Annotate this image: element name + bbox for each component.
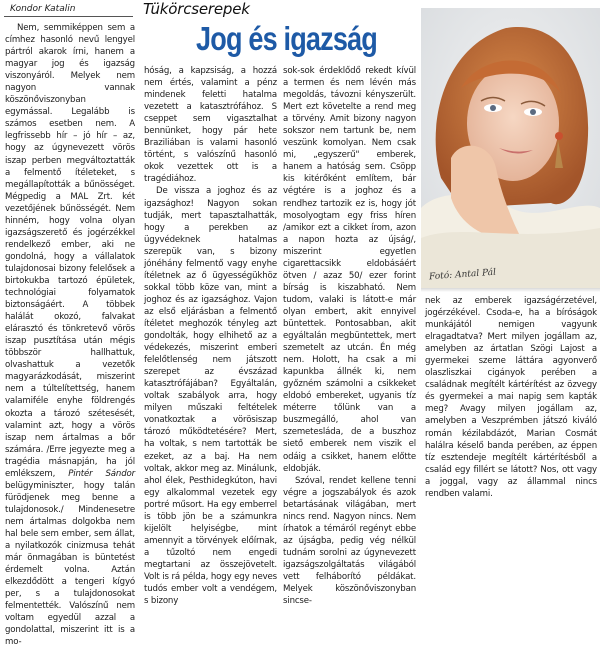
article-column-4 (425, 295, 597, 500)
article-column-1 (5, 22, 135, 648)
portrait-illustration (421, 8, 600, 288)
paragraph: sok-sok érdeklődő rekedt kívül a termen és nem lévén más megoldás, távozni kényszerült. Mert ezt követelte a rend meg a törvény. Amit bizony nagyon sokszor nem tartunk be, nem veszünk komolyan. Nem csak mi, „egyszerű" emberek, hanem a hatóság sem. Csöpp kis kitérőként említem, bár végtére is a joghoz és a rendhez tartozik ez is, hogy jót mosolyogtam egy friss híren /amikor ezt a cikket írom, azon a napon hozta az újság/, miszerint egyetlen cigarettacsikk eldobásáért ötven / azaz 50/ ezer forint bírság is kiszabható. Nem tudom, valaki is látott-e már olyan embert, akit ennyivel büntettek. Pontosabban, akit egyáltalán megbüntettek, mert szemetelt az utcán. Én még nem. Holott, ha csak a mi kapunkba állnék ki, nem győzném számolni a csikkeket eldobó embereket, ugyanis tíz méterre tőlünk van a buszmegálló, ahol van szemetesláda, de a buszhoz siető emberek nem viszik el odáig a csikket, hanem előtte eldobják. (283, 66, 416, 474)
article-column-2 (144, 65, 277, 607)
author-byline: Kondor Katalin (10, 4, 76, 14)
paragraph: Szóval, rendet kellene tenni végre a jogszabályok és azok betartásának világában, mert nincs rend. Nagyon nincs. Nem írhatok a témáról regényt ebbe az újságba, pedig vég nélkül tudnám sorolni az úgynevezett igazságszolgáltatás világából vett felháborító példákat. Melyek köszönőviszonyban sincse- (283, 475, 416, 607)
paragraph: hóság, a kapzsiság, a hozzá nem értés, valamint a pénz mindenek feletti hatalma vezetett a katasztrófához. S cseppet sem vigasztalhat bennünket, hogy pár hete Braziliában is valami hasonló történt, s valószínű hasonló okok vezettek ott is a tragédiához. (144, 66, 277, 185)
italic-name: Pintér Sándor (68, 468, 135, 479)
article-headline: Jog és igazság (196, 20, 378, 57)
article-column-3 (283, 65, 416, 607)
paragraph: nek az emberek igazságérzetével, jogérzékével. Csoda-e, ha a bíróságok munkájától nemigen vagyunk elragadtatva? Mert milyen jogállam az, amelyben az ártatlan Szögi Lajost a gyermekei szeme láttára agyonverő olaszliszkai cigányok perében a családnak megítélt kártérítést az özvegy és gyermekei a mai napig sem kapták meg? Avagy milyen jogállam az, amelyben a Veszprémben játszó kiváló román kézilabdázót, Marian Cosmát halálra késelő banda perében, az éppen tíz esztendeje megítélt kártérítésből a család egy fillért se látott? Nos, ott vagy a joggal, vagy az állammal nincs rendben valami. (425, 296, 597, 499)
photo-shadow (421, 288, 600, 292)
paragraph (5, 22, 135, 648)
text-run: belügyminiszter, hogy talán fürödjenek meg benne a tulajdonosok./ Mindenesetre nem ártalmas dolgokba nem hal bele sem ember, sem állat, a nyilatkozók cinizmusa tehát már önmagában is büntetést érdemelt volna. Aztán elkezdődött a tengeri kígyó per, s a tulajdonosokat felmentették. Valószínű nem voltam egyedül azzal a gondolattal, miszerint itt is a mo- (5, 480, 135, 648)
paragraph: De vissza a joghoz és az igazsághoz! Nagyon sokan tudják, mert tapasztalhatták, hogy a perekben az ügyvédeknek hatalmas szerepük van, s bizony jónéhány felmentő vagy enyhe ítéletnek az ő ügyességükhöz sokkal több köze van, mint a joghoz és az igazsághoz. Vajon az első eljárásban a felmentő ítéletet meghozók tényleg azt gondolták, hogy elhihető az a védekezés, miszerint emberi felelőtlenség nem játszott szerepet az évszázad katasztrófájában? Egyáltalán, voltak szabályok arra, hogy milyen műszaki feltételek vonatkoztak a vörösiszap tározó működtetésére? Mert, ha voltak, s nem tartották be ezeket, az a baj. Ha nem voltak, akkor meg az. Minálunk, ahol élek, Pesthidegkúton, havi egy alkalommal vezetek egy portré műsort. Ha egy emberrel is több jön be a számunkra kijelölt helyiségbe, mint amennyit a törvények előírnak, a tűzoltó nem engedi megtartani az összejövetelt. Volt is rá példa, hogy egy neves tudós ember volt a vendégem, s bizony (144, 186, 277, 607)
author-portrait-photo (421, 8, 600, 288)
column-kicker: Tükörcserepek (143, 0, 250, 18)
photo-credit: Fotó: Antal Pál (428, 267, 497, 283)
byline-box (4, 3, 133, 17)
text-run: Nem, semmiképpen sem a címhez hasonló nevű lengyel pártról akarok írni, hanem a magyar jog és igazság viszonyáról. Melyek nem nagyon vannak köszönőviszonyban egymással. Legalább is számos esetben nem. A legfrissebb hír – jó hír – az, hogy az úgynevezett vörös iszap perben megváltoztatták a felmentő ítéleteket, s megállapították a bűnösséget. Mégpedig a MAL Zrt. két vezetőjének bűnösségét. Nem hinném, hogy volna olyan igazságszerető és jogérzékkel rendelkező ember, aki ne gondolná, hogy a vállalatok tulajdonosai bizony felelősek a birtokukba tartozó épületek, technológiai folyamatok biztonságáért. A többek halálát okozó, falvakat elárasztó és tönkretevő vörös iszap pusztítása után mégis többször hallhattuk, olvashattuk a vezetők magyarázkodását, miszerint nem a túltelítettség, hanem valamiféle enyhe földrengés okozta a tározó szétesését, valamint azt, hogy a vörös iszap nem ártalmas a bőr számára. /Erre jegyezte meg a tragédia másnapján, ha jól emlékszem, (5, 23, 135, 479)
